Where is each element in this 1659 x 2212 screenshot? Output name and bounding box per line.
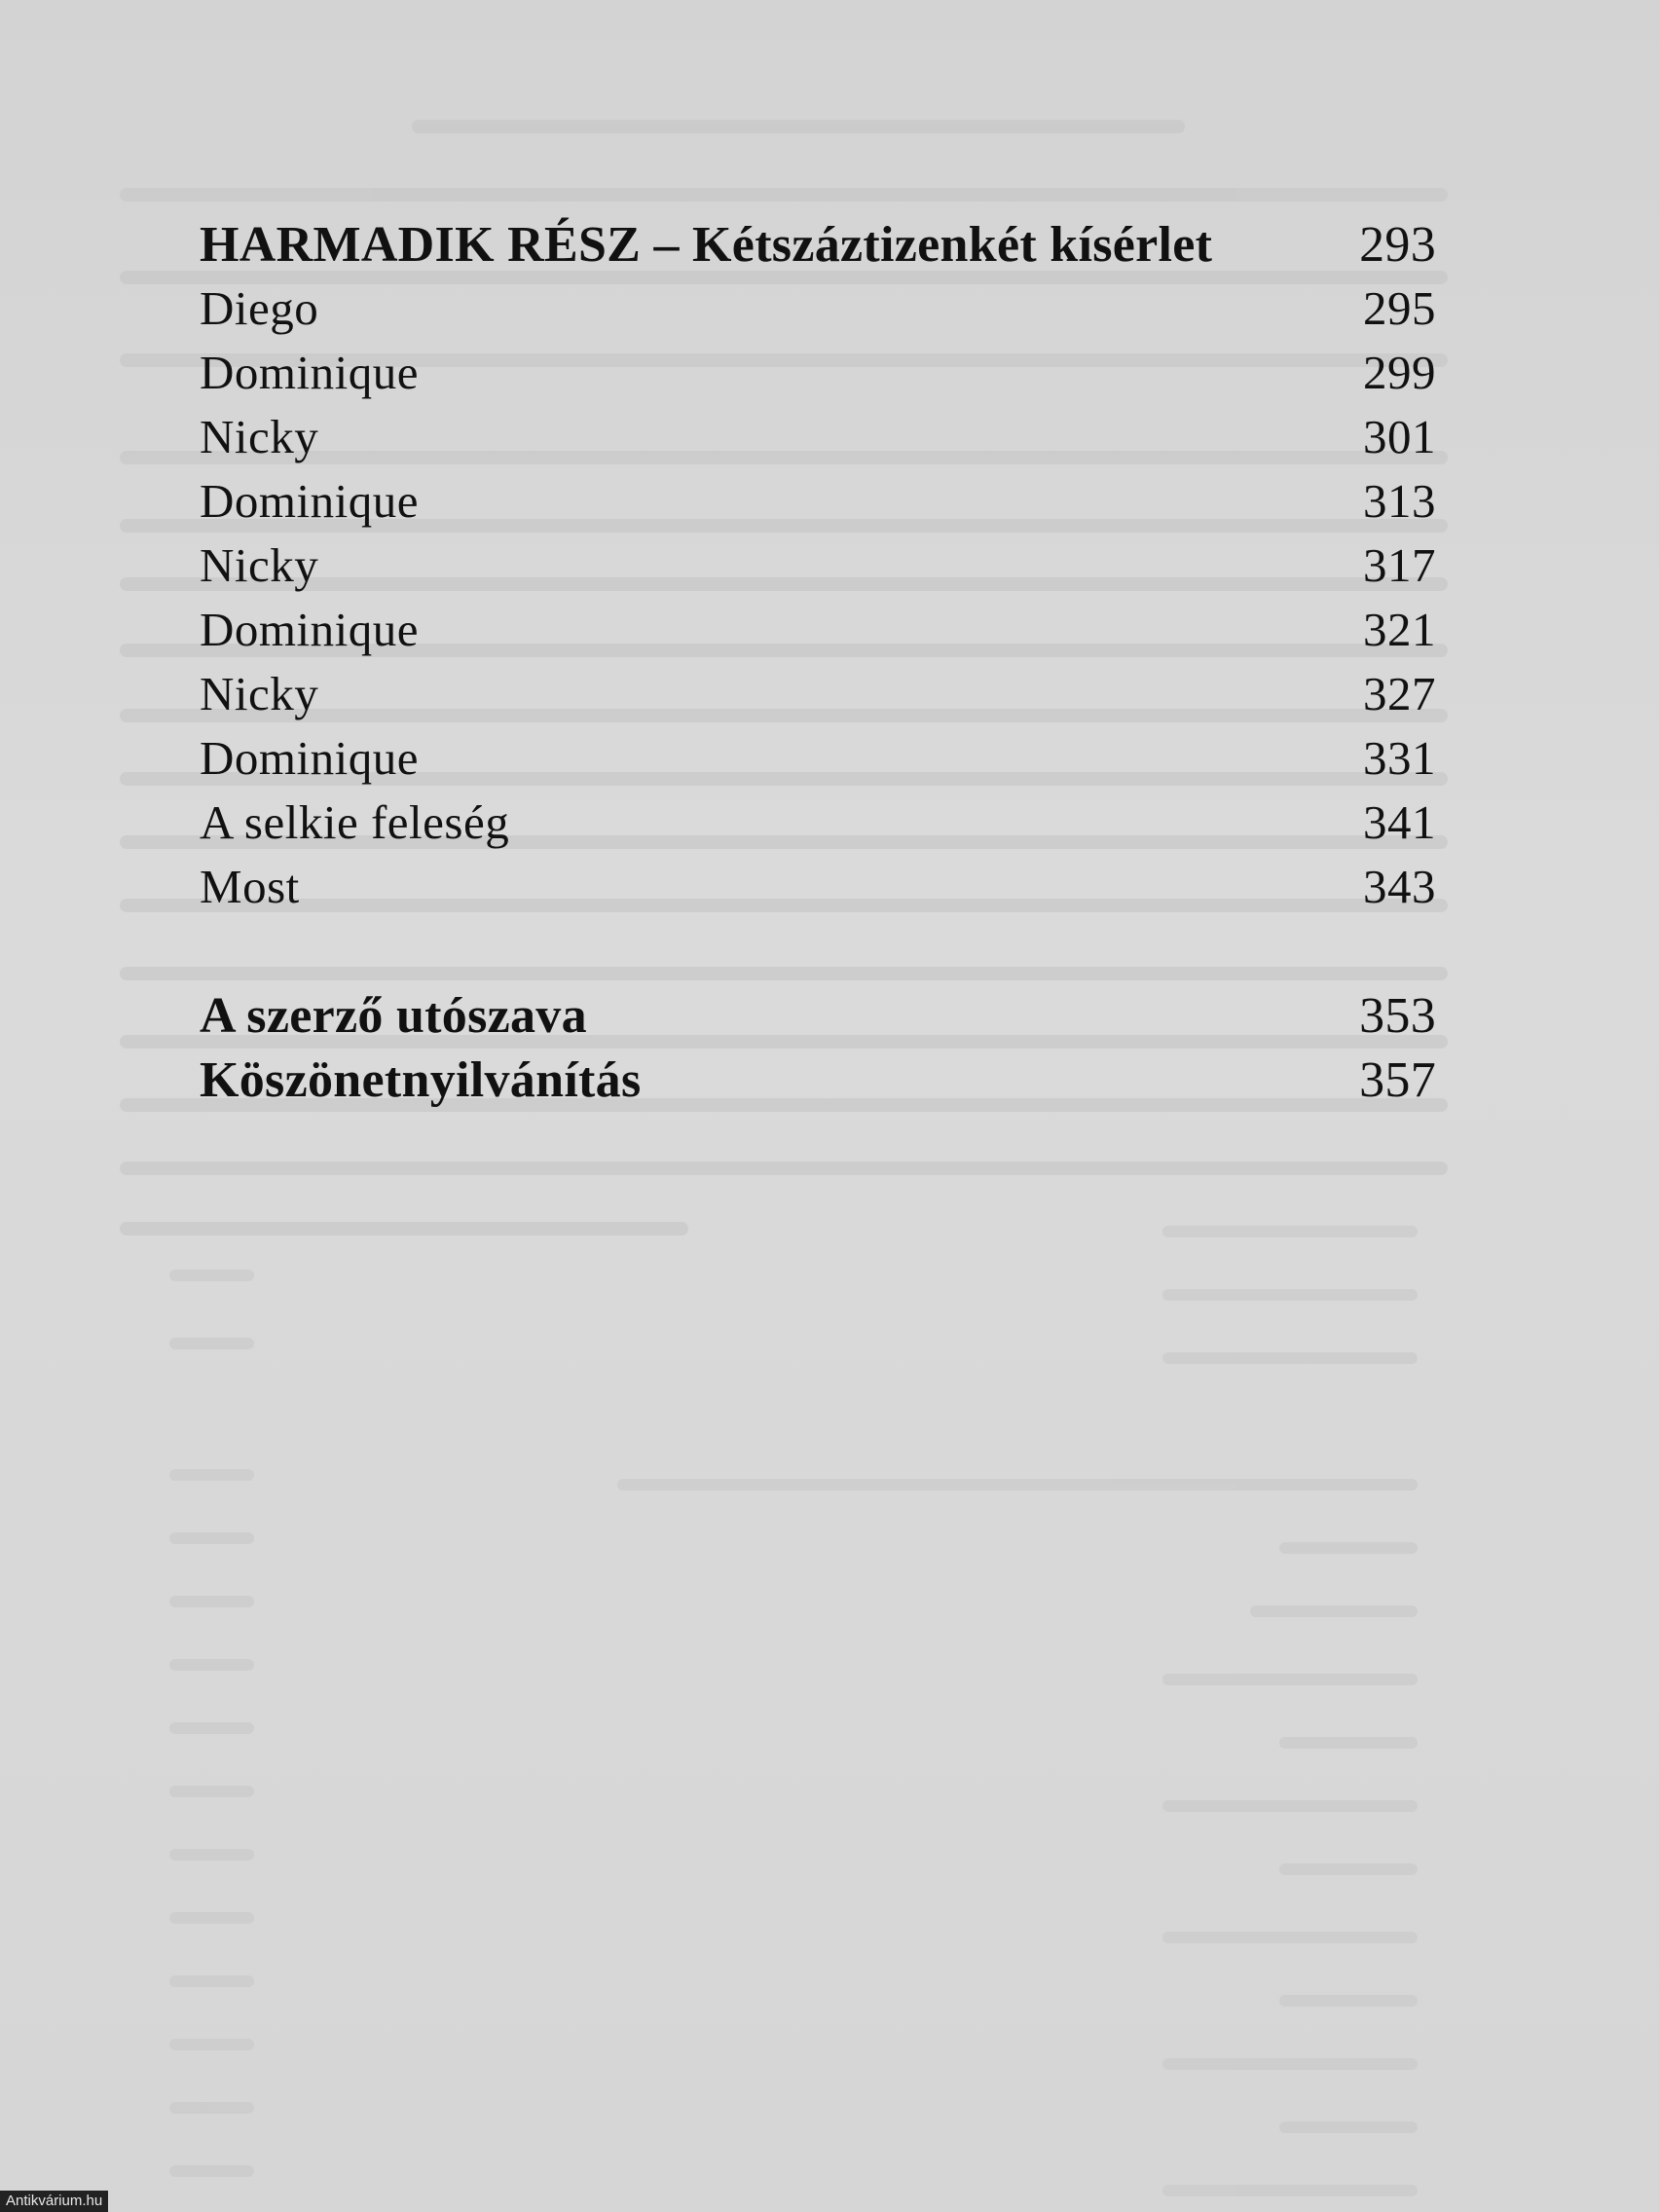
- toc-entry-title: Dominique: [200, 474, 419, 528]
- toc-entry-page: 343: [1363, 860, 1436, 913]
- toc-entry: [200, 794, 1436, 859]
- toc-entry: [200, 602, 1436, 666]
- toc-entry-page: 295: [1363, 281, 1436, 335]
- toc-entry-title: Dominique: [200, 731, 419, 785]
- toc-entry-title: A selkie feleség: [200, 795, 510, 849]
- toc-entry: [200, 1051, 1436, 1116]
- toc-entry-page: 327: [1363, 667, 1436, 720]
- toc-entry: [200, 280, 1436, 345]
- toc-entry-title: Nicky: [200, 410, 319, 463]
- toc-entry-page: 299: [1363, 346, 1436, 399]
- toc-entry: [200, 987, 1436, 1051]
- toc-entry-title: Köszönetnyilvánítás: [200, 1052, 642, 1108]
- toc-entry: [200, 409, 1436, 473]
- toc-entry: [200, 537, 1436, 602]
- toc-entry-title: Dominique: [200, 346, 419, 399]
- toc-entry-page: 317: [1363, 538, 1436, 592]
- toc-entry: [200, 666, 1436, 730]
- toc-entry: [200, 473, 1436, 537]
- toc-entry-title: Nicky: [200, 538, 319, 592]
- toc-entry-page: 321: [1363, 603, 1436, 656]
- toc-entry-title: HARMADIK RÉSZ – Kétszáztizenkét kísérlet: [200, 217, 1213, 273]
- watermark: Antikvárium.hu: [0, 2191, 108, 2212]
- toc-entry: [200, 216, 1436, 280]
- toc-entry-page: 331: [1363, 731, 1436, 785]
- toc-entry-page: 353: [1359, 988, 1436, 1044]
- toc-entry-title: Dominique: [200, 603, 419, 656]
- toc-entry-page: 301: [1363, 410, 1436, 463]
- toc-entry-title: Most: [200, 860, 300, 913]
- toc-entry-title: A szerző utószava: [200, 988, 587, 1044]
- toc-entry-page: 341: [1363, 795, 1436, 849]
- toc-entry: [200, 730, 1436, 794]
- toc-entry: [200, 859, 1436, 923]
- toc-entry: [200, 345, 1436, 409]
- toc-entry-title: Diego: [200, 281, 319, 335]
- toc-entry-title: Nicky: [200, 667, 319, 720]
- toc-entry-page: 293: [1359, 217, 1436, 273]
- toc-entry-page: 313: [1363, 474, 1436, 528]
- toc-entry-page: 357: [1359, 1052, 1436, 1108]
